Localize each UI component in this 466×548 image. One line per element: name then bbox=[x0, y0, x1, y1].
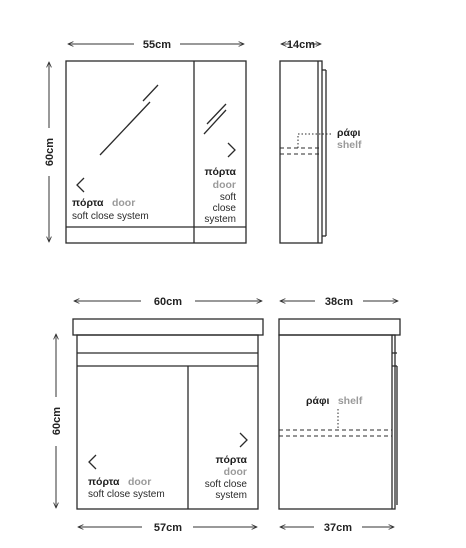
mirror-reflection-line bbox=[143, 85, 158, 101]
base-top-depth-label: 38cm bbox=[324, 296, 354, 308]
base-bottom-depth-label: 37cm bbox=[323, 522, 353, 534]
wall-depth-label: 14cm bbox=[286, 39, 316, 51]
base-shelf-label bbox=[306, 391, 363, 408]
door-system-line: close bbox=[212, 203, 236, 214]
door-system: soft close system bbox=[88, 489, 165, 500]
door-system-line: soft close bbox=[204, 479, 247, 490]
svg-text:πόρτα door bbox=[72, 193, 135, 210]
base-bottom-width-label: 57cm bbox=[153, 522, 183, 534]
base-cabinet-side bbox=[279, 319, 400, 509]
mirror-reflection-line bbox=[100, 102, 150, 155]
door-greek: πόρτα bbox=[215, 454, 247, 466]
door-english: door bbox=[212, 179, 236, 191]
base-side-body bbox=[279, 335, 395, 509]
base-left-door-label bbox=[88, 472, 165, 500]
base-side-top-slab bbox=[279, 319, 400, 335]
door-english: door bbox=[127, 476, 152, 488]
shelf-greek: ράφι bbox=[337, 127, 361, 139]
wall-shelf-label bbox=[337, 127, 362, 151]
wall-side-frame bbox=[280, 61, 322, 243]
chevron-right-icon bbox=[240, 433, 247, 447]
door-greek: πόρτα bbox=[72, 197, 104, 209]
chevron-left-icon bbox=[89, 455, 96, 469]
door-system-line: system bbox=[215, 490, 247, 501]
wall-depth-dimension bbox=[281, 39, 321, 51]
base-height-dimension bbox=[51, 334, 63, 508]
wall-right-door-label bbox=[204, 166, 236, 225]
base-bottom-width-dimension bbox=[78, 522, 257, 534]
wall-cabinet-side bbox=[280, 61, 333, 243]
door-greek: πόρτα bbox=[204, 166, 236, 178]
base-height-label: 60cm bbox=[51, 406, 63, 436]
shelf-leader-line bbox=[298, 134, 333, 148]
mirror-reflection-line bbox=[204, 110, 226, 134]
chevron-left-icon bbox=[77, 178, 84, 192]
base-bottom-depth-dimension bbox=[280, 522, 394, 534]
base-top-depth-dimension bbox=[280, 296, 398, 308]
svg-text:πόρτα door bbox=[88, 472, 151, 489]
door-english: door bbox=[111, 197, 136, 209]
door-system-line: system bbox=[204, 214, 236, 225]
chevron-right-icon bbox=[228, 143, 235, 157]
wall-width-dimension bbox=[68, 39, 244, 51]
wall-width-label: 55cm bbox=[142, 39, 172, 51]
door-system: soft close system bbox=[72, 211, 149, 222]
wall-height-label: 60cm bbox=[44, 137, 56, 167]
base-top-width-dimension bbox=[74, 296, 262, 308]
door-greek: πόρτα bbox=[88, 476, 120, 488]
shelf-english: shelf bbox=[337, 395, 363, 407]
base-top-width-label: 60cm bbox=[153, 296, 183, 308]
door-system-line: soft bbox=[219, 192, 236, 203]
base-right-door-label bbox=[205, 454, 248, 501]
shelf-english: shelf bbox=[337, 139, 362, 151]
svg-text:ράφι shelf bbox=[306, 391, 363, 408]
shelf-greek: ράφι bbox=[306, 395, 330, 407]
wall-left-door-label bbox=[72, 193, 149, 222]
wall-height-dimension bbox=[44, 62, 56, 242]
base-top-slab bbox=[73, 319, 263, 335]
door-english: door bbox=[223, 466, 247, 478]
